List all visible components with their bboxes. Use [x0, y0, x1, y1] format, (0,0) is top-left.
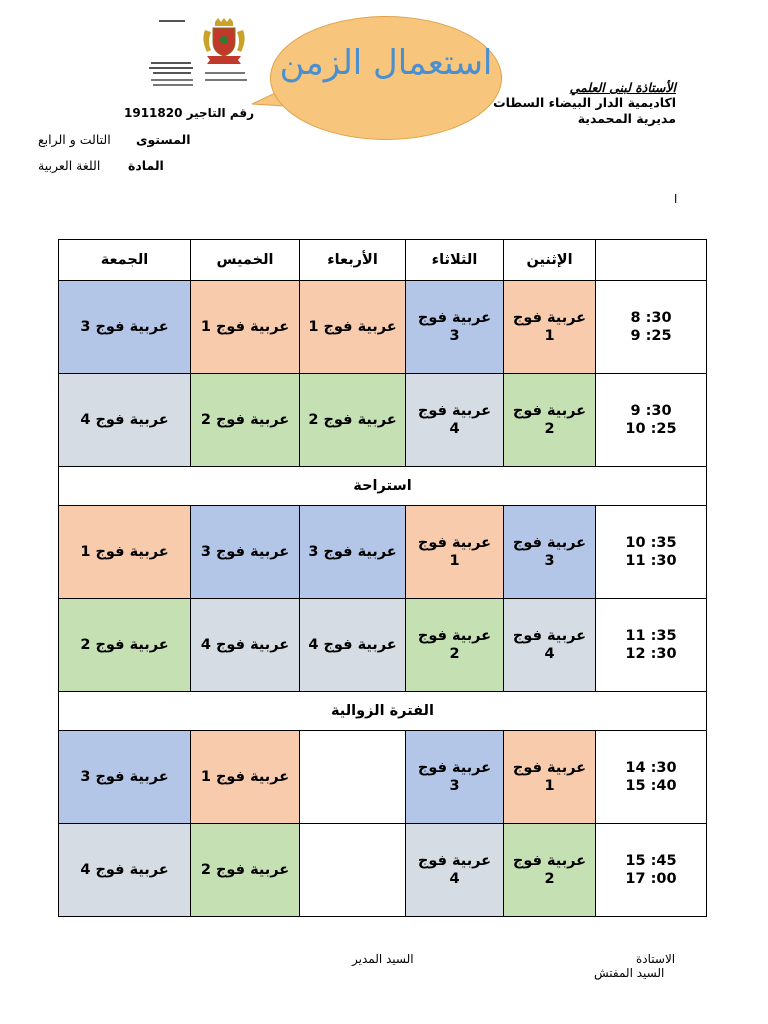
schedule-cell [300, 281, 406, 374]
class-label: عربية فوج 2 [200, 412, 290, 428]
time-start: 14 :30 [625, 760, 677, 776]
day-header: الخميس [191, 240, 300, 281]
table-header-row [59, 240, 707, 281]
class-label: عربية فوج 3 [80, 319, 169, 335]
schedule-cell [406, 506, 504, 599]
class-label: عربية فوج 2 [512, 853, 587, 887]
schedule-cell [504, 281, 596, 374]
class-label: عربية فوج 4 [308, 637, 397, 653]
subject-label: المادة [128, 158, 164, 173]
schedule-cell [59, 731, 191, 824]
table-row [59, 731, 707, 824]
schedule-cell [406, 599, 504, 692]
class-label: عربية فوج 1 [512, 760, 587, 794]
class-label: عربية فوج 1 [200, 319, 290, 335]
time-slot [596, 281, 707, 374]
schedule-cell [504, 506, 596, 599]
directorate-name: مديرية المحمدية [577, 111, 676, 126]
schedule-cell [300, 731, 406, 824]
class-label: عربية فوج 1 [80, 544, 169, 560]
time-slot [596, 599, 707, 692]
schedule-cell [59, 506, 191, 599]
class-label: عربية فوج 4 [512, 628, 587, 662]
time-slot [596, 731, 707, 824]
signature-inspector: السيد المفتش [594, 966, 665, 980]
class-label: عربية فوج 3 [200, 544, 290, 560]
schedule-cell [191, 506, 300, 599]
class-label: عربية فوج 4 [200, 637, 290, 653]
schedule-cell [300, 599, 406, 692]
time-slot [596, 506, 707, 599]
class-label: عربية فوج 3 [308, 544, 397, 560]
class-label: عربية فوج 3 [417, 760, 492, 794]
schedule-cell [504, 731, 596, 824]
time-start: 10 :35 [625, 535, 677, 551]
level-value: التالت و الرابع [38, 132, 111, 147]
schedule-cell [504, 824, 596, 917]
schedule-cell [191, 281, 300, 374]
class-label: عربية فوج 1 [308, 319, 397, 335]
time-end: 11 :30 [625, 553, 677, 569]
level-label: المستوى [136, 132, 191, 147]
class-label: عربية فوج 1 [200, 769, 290, 785]
time-end: 10 :25 [625, 421, 677, 437]
time-start: 8 :30 [630, 310, 672, 326]
class-label: عربية فوج 4 [417, 853, 492, 887]
schedule-cell [59, 599, 191, 692]
schedule-cell [59, 281, 191, 374]
break-row [59, 692, 707, 731]
academy-name: اكاديمية الدار البيضاء السطات [493, 95, 676, 110]
time-start: 11 :35 [625, 628, 677, 644]
schedule-cell [504, 599, 596, 692]
schedule-cell [300, 824, 406, 917]
schedule-cell [300, 506, 406, 599]
class-label: عربية فوج 3 [417, 310, 492, 344]
signature-director: السيد المدير [352, 952, 414, 966]
day-header: الإثنين [504, 240, 596, 281]
subject-value: اللغة العربية [38, 158, 101, 173]
moroccan-coat-of-arms-logo [145, 16, 255, 92]
time-end: 9 :25 [630, 328, 672, 344]
class-label: عربية فوج 2 [308, 412, 397, 428]
time-end: 12 :30 [625, 646, 677, 662]
schedule-cell [406, 281, 504, 374]
day-header: الجمعة [59, 240, 191, 281]
schedule-cell [59, 374, 191, 467]
table-row [59, 599, 707, 692]
day-header: الثلاثاء [406, 240, 504, 281]
class-label: عربية فوج 1 [417, 535, 492, 569]
class-label: عربية فوج 4 [80, 412, 169, 428]
stray-mark: ا [674, 192, 678, 206]
schedule-cell [59, 824, 191, 917]
break-row [59, 467, 707, 506]
class-label: عربية فوج 4 [417, 403, 492, 437]
class-label: عربية فوج 2 [80, 637, 169, 653]
callout-text: استعمال الزمن [279, 43, 493, 83]
schedule-cell [191, 824, 300, 917]
time-start: 15 :45 [625, 853, 677, 869]
schedule-cell [191, 731, 300, 824]
timetable [58, 239, 707, 917]
class-label: عربية فوج 3 [80, 769, 169, 785]
table-row [59, 824, 707, 917]
time-end: 15 :40 [625, 778, 677, 794]
time-slot [596, 824, 707, 917]
time-slot [596, 374, 707, 467]
break-label: استراحة [59, 467, 707, 506]
schedule-cell [406, 731, 504, 824]
teacher-name: الأستاذة لبنى العلمي [569, 80, 676, 95]
schedule-cell [191, 599, 300, 692]
class-label: عربية فوج 2 [417, 628, 492, 662]
registration-number: رقم التاجير 1911820 [124, 106, 255, 120]
schedule-cell [406, 824, 504, 917]
class-label: عربية فوج 1 [512, 310, 587, 344]
class-label: عربية فوج 2 [200, 862, 290, 878]
schedule-cell [504, 374, 596, 467]
break-label: الفترة الزوالية [59, 692, 707, 731]
time-end: 17 :00 [625, 871, 677, 887]
class-label: عربية فوج 2 [512, 403, 587, 437]
schedule-cell [406, 374, 504, 467]
day-header: الأربعاء [300, 240, 406, 281]
time-start: 9 :30 [630, 403, 672, 419]
callout-bubble [270, 16, 502, 140]
schedule-cell [300, 374, 406, 467]
table-row [59, 281, 707, 374]
table-row [59, 374, 707, 467]
class-label: عربية فوج 3 [512, 535, 587, 569]
table-row [59, 506, 707, 599]
schedule-cell [191, 374, 300, 467]
time-header-empty [596, 240, 707, 281]
signature-teacher: الاستادة [636, 952, 676, 966]
class-label: عربية فوج 4 [80, 862, 169, 878]
